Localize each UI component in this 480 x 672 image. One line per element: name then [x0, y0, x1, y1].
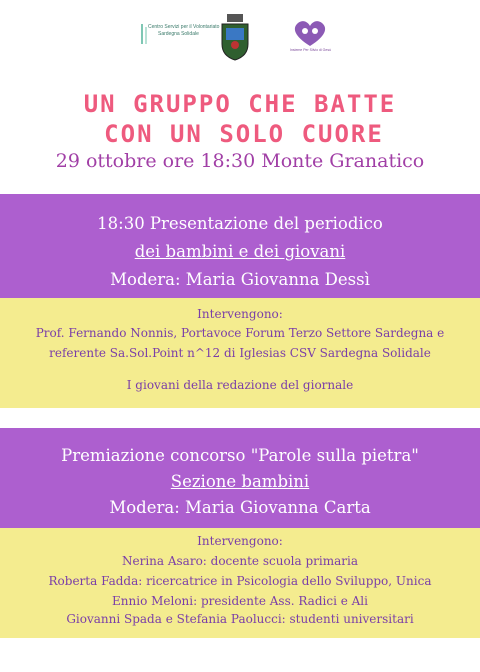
- event-date: 29 ottobre ore 18:30 Monte Granatico: [55, 150, 425, 172]
- section2-speaker: Nerina Asaro: docente scuola primaria: [121, 554, 359, 568]
- section1-speaker2: I giovani della redazione del giornale: [126, 378, 354, 392]
- section2-speaker: Giovanni Spada e Stefania Paolucci: studenti universitari: [66, 612, 414, 626]
- section2-speaker: Roberta Fadda: ricercatrice in Psicologia dello Sviluppo, Unica: [48, 574, 432, 588]
- section2-interventions-label: Intervengono:: [197, 534, 283, 548]
- section1-interventions-label: Intervengono:: [197, 307, 283, 321]
- section2-title: Premiazione concorso "Parole sulla pietra": [61, 446, 419, 465]
- comune-crest-icon: [218, 14, 252, 66]
- section2-moderator: Modera: Maria Giovanna Carta: [109, 498, 371, 517]
- title-line1: UN GRUPPO CHE BATTE: [83, 90, 397, 118]
- section2-speaker: Ennio Meloni: presidente Ass. Radici e Ali: [112, 594, 368, 608]
- logo-row: [0, 14, 480, 64]
- csv-logo-line2: Sardegna Solidale: [158, 31, 199, 37]
- heart-icon: [290, 18, 330, 48]
- section1-moderator: Moderа: Maria Giovanna Dessì: [110, 270, 370, 289]
- section1-speaker1-line2: referente Sa.Sol.Point n^12 di Iglesias CSV Sardegna Solidale: [49, 346, 431, 360]
- heart-logo: [290, 18, 330, 52]
- title-line2: CON UN SOLO CUORE: [104, 120, 384, 148]
- section1-subtitle: dei bambini e dei giovani: [134, 242, 346, 261]
- csv-logo-line1: Centro Servizi per il Volontariato: [148, 24, 220, 30]
- heart-logo-caption: Insieme Per Silvio di Gesù: [290, 48, 332, 52]
- section2-subtitle: Sezione bambini: [170, 472, 310, 491]
- section1-speaker1-line1: Prof. Fernando Nonnis, Portavoce Forum Terzo Settore Sardegna e: [35, 326, 445, 340]
- section1-title: 18:30 Presentazione del periodico: [97, 214, 383, 233]
